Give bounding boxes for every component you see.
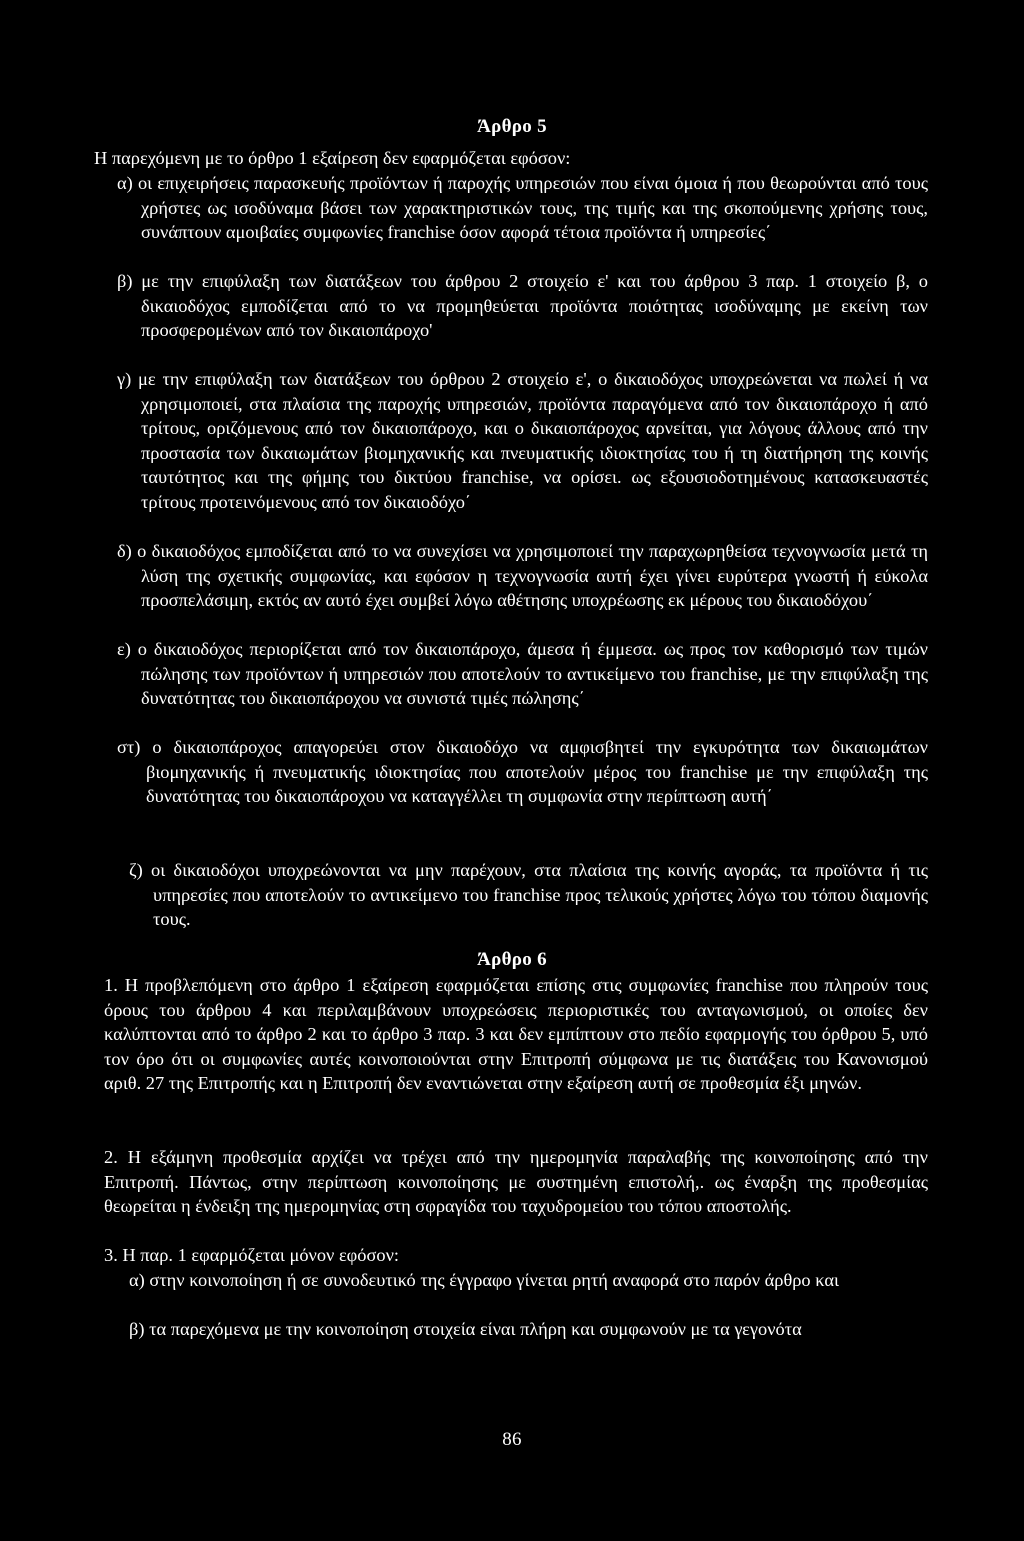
article-5-item-st: στ) ο δικαιοπάροχος απαγορεύει στον δικαιοδόχο να αμφισβητεί την εγκυρότητα των δικαιωμάτων βιομηχανικής ή πνευματικής ιδιοκτησίας που αποτελούν μέρος του franchise με την επιφύλαξη της δυνατότητας του δικαιοπάροχου να καταγγέλλει τη συμφωνία στην περίπτωση αυτή΄: [117, 737, 928, 807]
article-6-title: Άρθρο 6: [477, 949, 547, 970]
article-6-item-a: α) στην κοινοποίηση ή σε συνοδευτικό της έγγραφο γίνεται ρητή αναφορά στο παρόν άρθρο και: [129, 1270, 839, 1290]
article-6-paragraph-3: 3. Η παρ. 1 εφαρμόζεται μόνον εφόσον:: [104, 1245, 400, 1265]
article-5-title: Άρθρο 5: [477, 116, 547, 137]
article-5-item-a: α) οι επιχειρήσεις παρασκευής προϊόντων ή παροχής υπηρεσιών που είναι όμοια ή που θεωρούνται από τους χρήστες ως ισοδύναμα βάσει των χαρακτηριστικών τους, της τιμής και της σκοπούμενης χρήσης τους, συνάπτουν αμοιβαίες συμφωνίες franchise όσον αφορά τέτοια προϊόντα ή υπηρεσίες΄: [117, 173, 928, 243]
article-6-paragraph-2: 2. Η εξάμηνη προθεσμία αρχίζει να τρέχει από την ημερομηνία παραλαβής της κοινοποίησης από την Επιτροπή. Πάντως, στην περίπτωση κοινοποίησης με συστημένη επιστολή,. ως έναρξη της προθεσμίας θεωρείται η ένδειξη της ημερομηνίας στη σφραγίδα του ταχυδρομείου του τόπου αποστολής.: [104, 1147, 928, 1217]
article-6-paragraph-1: 1. Η προβλεπόμενη στο άρθρο 1 εξαίρεση εφαρμόζεται επίσης στις συμφωνίες franchise που πληρούν τους όρους του άρθρου 4 και περιλαμβάνουν υποχρεώσεις περιοριστικές του ανταγωνισμού, οι οποίες δεν καλύπτονται από το άρθρο 2 και το άρθρο 3 παρ. 3 και δεν εμπίπτουν στο πεδίο εφαρμογής του όρθρου 5, υπό τον όρο ότι οι συμφωνίες αυτές κοινοποιούνται στην Επιτροπή σύμφωνα με τις διατάξεις του Κανονισμού αριθ. 27 της Επιτροπής και η Επιτροπή δεν εναντιώνεται στην εξαίρεση αυτή σε προθεσμία έξι μηνών.: [104, 975, 928, 1094]
article-5-item-d: δ) ο δικαιοδόχος εμποδίζεται από το να συνεχίσει να χρησιμοποιεί την παραχωρηθείσα τεχνογνωσία μετά τη λύση της σχετικής συμφωνίας, και εφόσον η τεχνογνωσία αυτή έχει γίνει ευρύτερα γνωστή ή εύκολα προσπελάσιμη, εκτός αν αυτό έχει συμβεί λόγω αθέτησης υποχρέωσης εκ μέρους του δικαιοδόχου΄: [117, 541, 928, 611]
article-5-item-e: ε) ο δικαιοδόχος περιορίζεται από τον δικαιοπάροχο, άμεσα ή έμμεσα. ως προς τον καθορισμό των τιμών πώλησης των προϊόντων ή υπηρεσιών που αποτελούν το αντικείμενο του franchise, με την επιφύλαξη της δυνατότητας του δικαιοπάροχου να συνιστά τιμές πώλησης΄: [117, 639, 928, 709]
article-5-intro: Η παρεχόμενη με το όρθρο 1 εξαίρεση δεν εφαρμόζεται εφόσον:: [94, 148, 571, 168]
article-5-item-z: ζ) οι δικαιοδόχοι υποχρεώνονται να μην παρέχουν, στα πλαίσια της κοινής αγοράς, τα προϊόντα ή τις υπηρεσίες που αποτελούν το αντικείμενο του franchise προς τελικούς χρήστες λόγω του τόπου διαμονής τους.: [129, 860, 928, 930]
page-number: 86: [502, 1429, 522, 1450]
article-5-item-c: γ) με την επιφύλαξη των διατάξεων του όρθρου 2 στοιχείο ε', ο δικαιοδόχος υποχρεώνεται να πωλεί ή να χρησιμοποιεί, στα πλαίσια της παροχής υπηρεσιών, προϊόντα παραγόμενα από τον δικαιοπάροχο ή από τρίτους, οριζόμενους από τον δικαιοπάροχο, και ο δικαιοπάροχος αρνείται, για λόγους άλλους από την προστασία των δικαιωμάτων βιομηχανικής και πνευματικής ιδιοκτησίας του ή τη διατήρηση της κοινής ταυτότητος και της φήμης του δικτύου franchise, να ορίσει. ως εξουσιοδοτημένους κατασκευαστές τρίτους προτεινόμενους από τον δικαιοδόχο΄: [117, 369, 928, 512]
article-6-item-b: β) τα παρεχόμενα με την κοινοποίηση στοιχεία είναι πλήρη και συμφωνούν με τα γεγονότα: [129, 1319, 802, 1339]
article-5-item-b: β) με την επιφύλαξη των διατάξεων του άρθρου 2 στοιχείο ε' και του άρθρου 3 παρ. 1 στοιχείο β, ο δικαιοδόχος εμποδίζεται από το να προμηθεύεται προϊόντα ποιότητας ισοδύναμης με εκείνη των προσφερομένων από τον δικαιοπάροχο': [117, 271, 928, 341]
